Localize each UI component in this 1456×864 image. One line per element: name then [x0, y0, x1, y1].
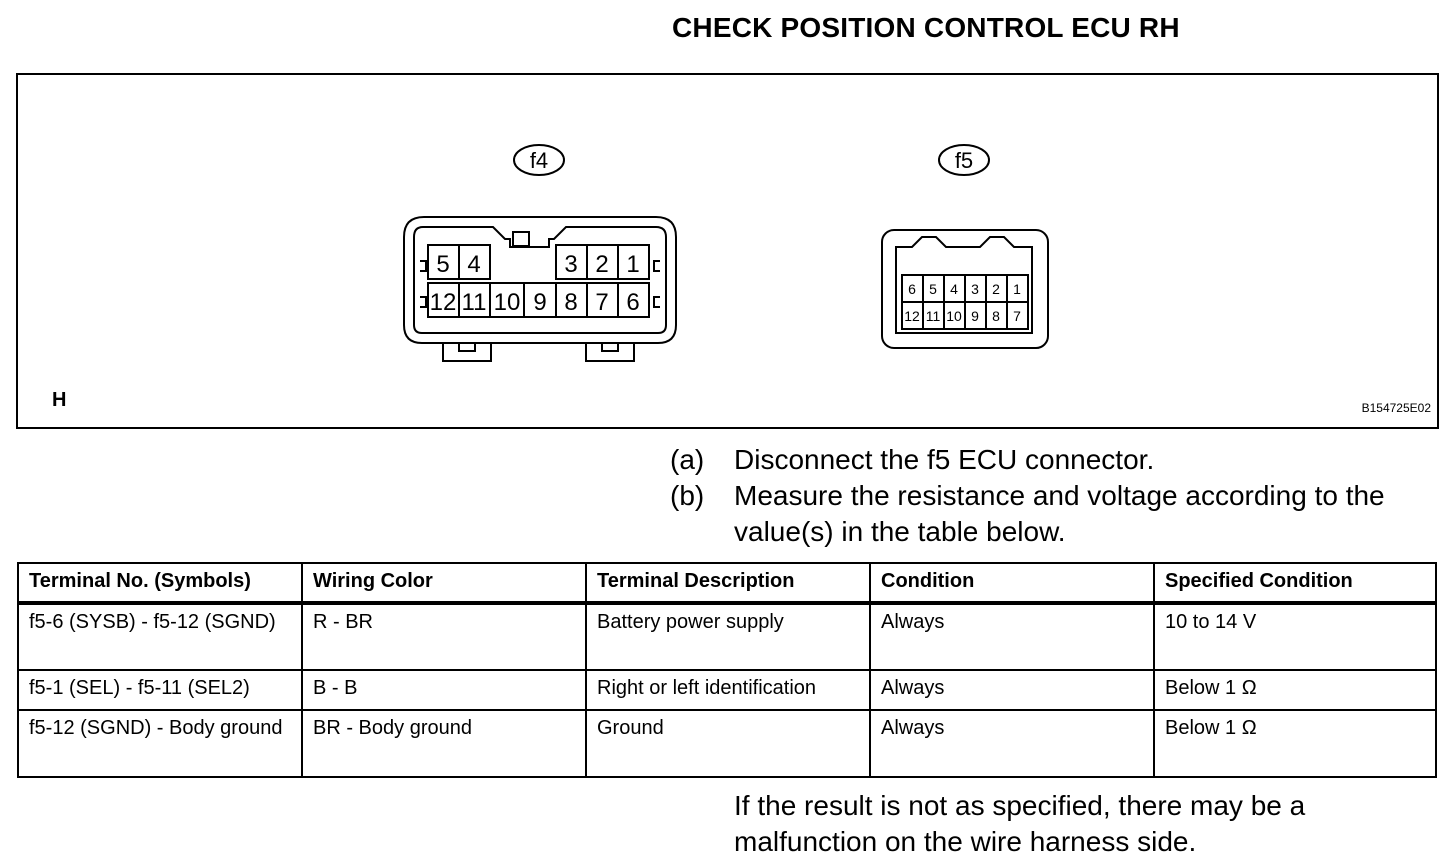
step-label: (a)	[670, 444, 705, 475]
step-label: (b)	[670, 480, 705, 511]
f4-label: f4	[529, 148, 549, 173]
header-specified-condition: Specified Condition	[1154, 563, 1436, 603]
f4-pin: 3	[564, 251, 578, 278]
f4-pin: 8	[564, 289, 578, 316]
f4-pin: 5	[436, 251, 450, 278]
header-terminal-no: Terminal No. (Symbols)	[18, 563, 302, 603]
f5-pin: 4	[950, 281, 958, 297]
f5-pin: 7	[1013, 308, 1021, 324]
cell-terminal-no: f5-6 (SYSB) - f5-12 (SGND)	[18, 603, 302, 670]
cell-specified-condition: 10 to 14 V	[1154, 603, 1436, 670]
cell-specified-condition: Below 1 Ω	[1154, 670, 1436, 710]
f4-pin: 4	[467, 251, 481, 278]
cell-condition: Always	[870, 603, 1154, 670]
f5-pin: 9	[971, 308, 979, 324]
figure-corner-letter: H	[52, 389, 67, 411]
f5-pin: 8	[992, 308, 1000, 324]
f4-pin: 7	[595, 289, 609, 316]
f5-pin: 11	[925, 308, 941, 324]
cell-terminal-description: Ground	[586, 710, 870, 777]
cell-specified-condition: Below 1 Ω	[1154, 710, 1436, 777]
f5-pin: 6	[908, 281, 916, 297]
f5-label: f5	[954, 148, 974, 173]
table-row	[18, 670, 1436, 710]
f5-pin: 2	[992, 281, 1000, 297]
result-note: If the result is not as specified, there may be a malfunction on the wire harness side.	[734, 790, 1306, 857]
specification-table	[17, 562, 1437, 778]
cell-condition: Always	[870, 670, 1154, 710]
cell-wiring-color: BR - Body ground	[302, 710, 586, 777]
cell-terminal-no: f5-12 (SGND) - Body ground	[18, 710, 302, 777]
f4-pin: 9	[533, 289, 547, 316]
f4-callout	[514, 145, 564, 175]
step-b	[670, 478, 1414, 550]
connector-drawing	[18, 75, 1437, 427]
f4-pin: 12	[429, 289, 457, 316]
header-terminal-description: Terminal Description	[586, 563, 870, 603]
table-row	[18, 603, 1436, 670]
f5-pin: 10	[946, 308, 962, 324]
step-a	[670, 442, 1414, 478]
header-wiring-color: Wiring Color	[302, 563, 586, 603]
f4-pin: 11	[461, 289, 487, 316]
connector-diagram	[16, 73, 1439, 429]
f5-pin: 1	[1013, 281, 1021, 297]
cell-terminal-description: Battery power supply	[586, 603, 870, 670]
cell-terminal-no: f5-1 (SEL) - f5-11 (SEL2)	[18, 670, 302, 710]
step-text: Disconnect the f5 ECU connector.	[734, 444, 1155, 475]
figure-code: B154725E02	[1361, 401, 1431, 415]
instruction-steps	[670, 442, 1414, 550]
table-row	[18, 710, 1436, 777]
f5-callout	[939, 145, 989, 175]
table-header-row	[18, 563, 1436, 603]
cell-wiring-color: B - B	[302, 670, 586, 710]
f4-pin: 2	[595, 251, 609, 278]
f5-pin: 3	[971, 281, 979, 297]
step-text: Measure the resistance and voltage according to the value(s) in the table below.	[734, 480, 1385, 547]
f4-pin: 10	[493, 289, 521, 316]
cell-condition: Always	[870, 710, 1154, 777]
page-title: CHECK POSITION CONTROL ECU RH	[672, 12, 1180, 43]
f5-connector	[882, 230, 1048, 348]
f5-pin: 12	[904, 308, 920, 324]
f5-pin: 5	[929, 281, 937, 297]
cell-terminal-description: Right or left identification	[586, 670, 870, 710]
f4-pin: 1	[626, 251, 640, 278]
cell-wiring-color: R - BR	[302, 603, 586, 670]
header-condition: Condition	[870, 563, 1154, 603]
f4-pin: 6	[626, 289, 640, 316]
